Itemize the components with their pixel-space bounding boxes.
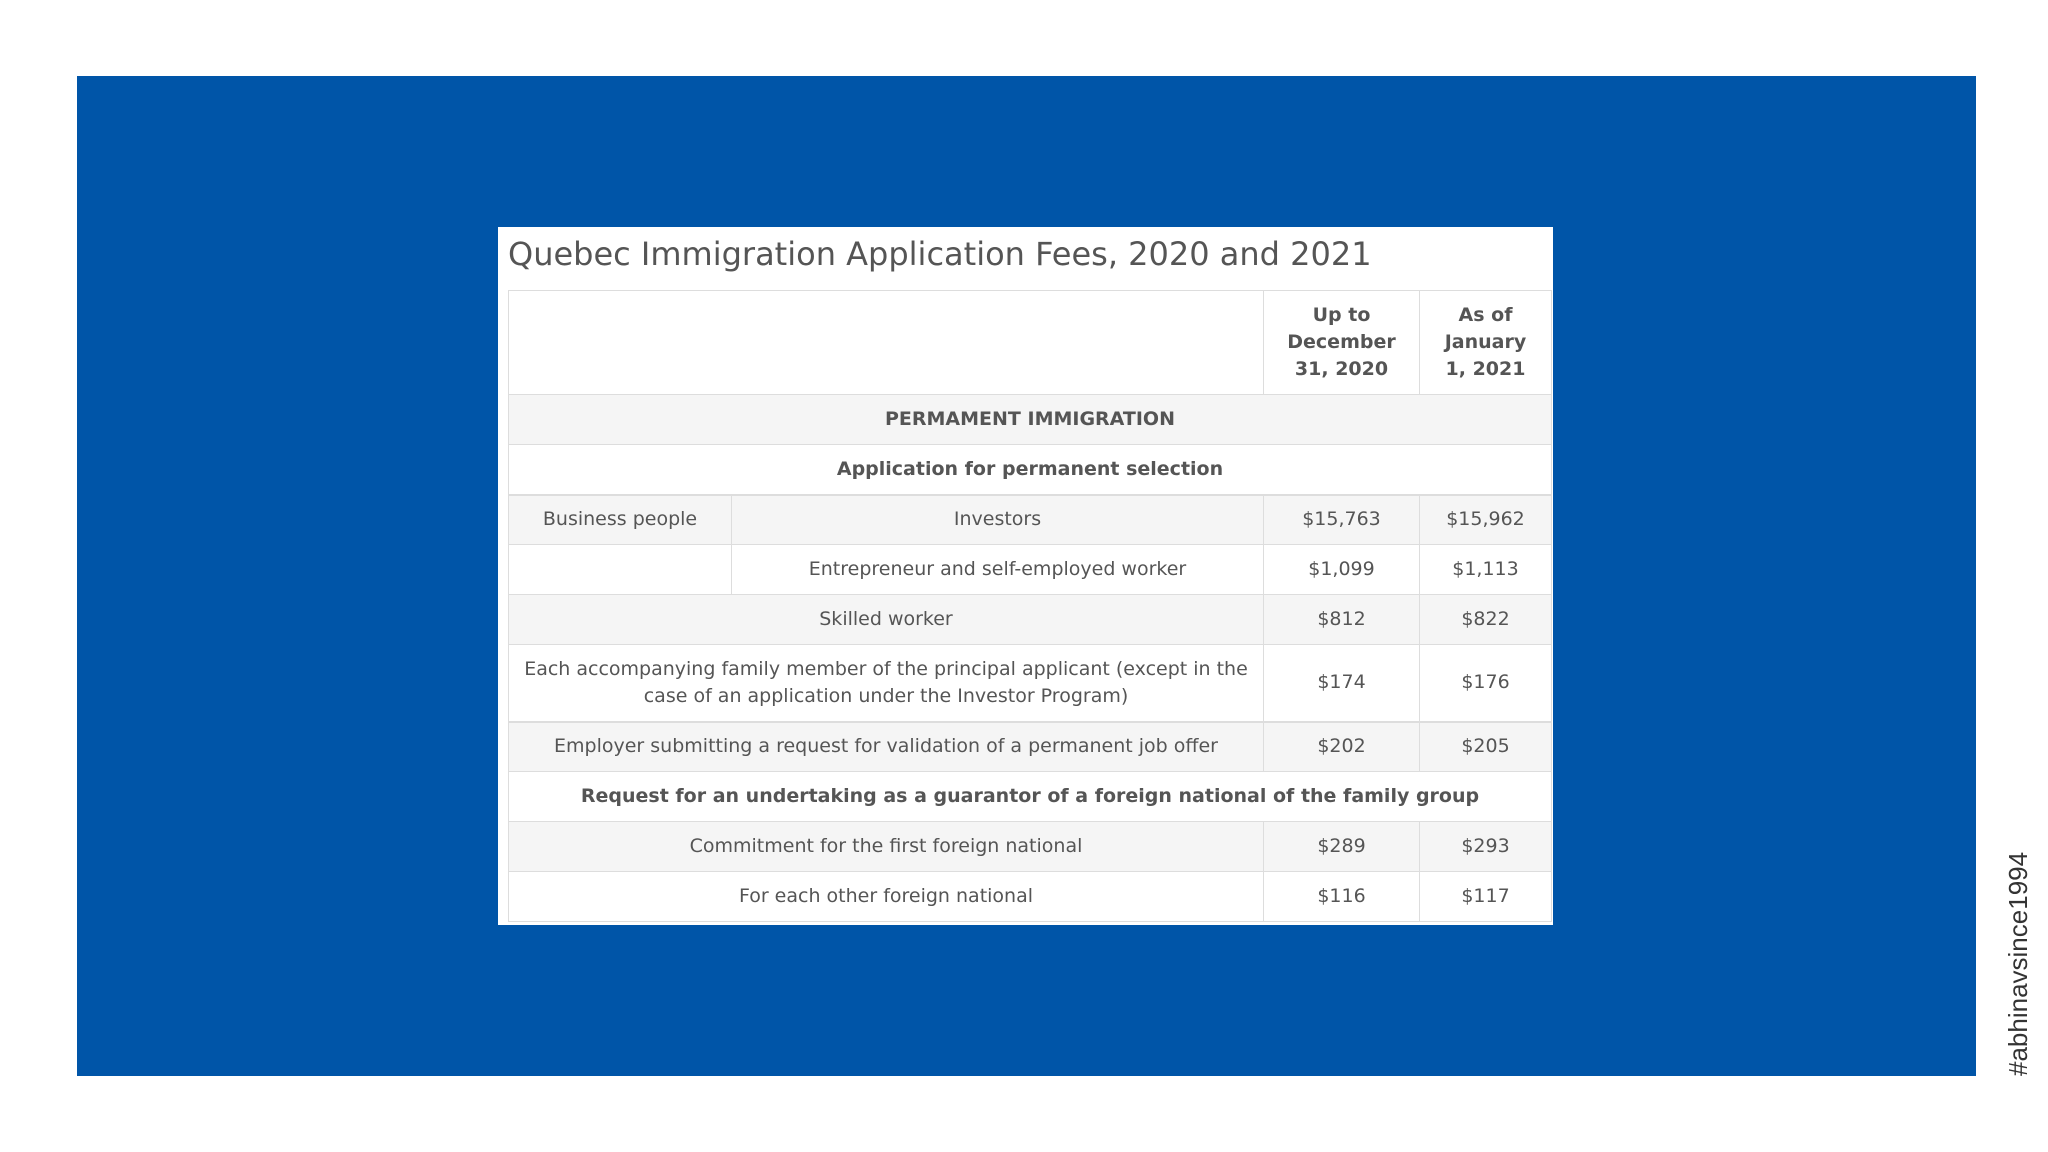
- fee-2021-first-foreign-national: $293: [1420, 822, 1552, 872]
- category-business-people: Business people: [509, 495, 732, 545]
- row-label-family-member: Each accompanying family member of the principal applicant (except in the case of an application under the Investor Program): [509, 645, 1264, 722]
- table-row-first-foreign-national: [509, 822, 1552, 872]
- header-2020: Up to December 31, 2020: [1264, 291, 1420, 395]
- fees-table-card: [498, 227, 1553, 925]
- fee-2020-first-foreign-national: $289: [1264, 822, 1420, 872]
- section-row-permanent-selection: [509, 445, 1552, 495]
- row-label-first-foreign-national: Commitment for the first foreign national: [509, 822, 1264, 872]
- fee-2021-skilled-worker: $822: [1420, 595, 1552, 645]
- table-row-other-foreign-national: [509, 872, 1552, 922]
- table-row-skilled-worker: [509, 595, 1552, 645]
- row-label-skilled-worker: Skilled worker: [509, 595, 1264, 645]
- fee-2021-other-foreign-national: $117: [1420, 872, 1552, 922]
- row-label-entrepreneur: Entrepreneur and self-employed worker: [732, 545, 1264, 595]
- fees-table: [508, 290, 1552, 922]
- table-row-investors: [509, 495, 1552, 545]
- row-label-investors: Investors: [732, 495, 1264, 545]
- section-heading-permanent-selection: Application for permanent selection: [509, 445, 1552, 495]
- section-row-guarantor: [509, 772, 1552, 822]
- fee-2020-investors: $15,763: [1264, 495, 1420, 545]
- fee-2021-employer: $205: [1420, 722, 1552, 772]
- fee-2021-investors: $15,962: [1420, 495, 1552, 545]
- header-empty-cell: [509, 291, 1264, 395]
- fee-2020-employer: $202: [1264, 722, 1420, 772]
- watermark-text: #abhinavsince1994: [2003, 851, 2033, 1076]
- table-title: Quebec Immigration Application Fees, 2020 and 2021: [508, 235, 1372, 273]
- table-row-employer: [509, 722, 1552, 772]
- fee-2020-family-member: $174: [1264, 645, 1420, 722]
- table-header-row: [509, 291, 1552, 395]
- fee-2020-skilled-worker: $812: [1264, 595, 1420, 645]
- category-empty-cell: [509, 545, 732, 595]
- section-heading-permanent-immigration: PERMAMENT IMMIGRATION: [509, 395, 1552, 445]
- header-2021: As of January 1, 2021: [1420, 291, 1552, 395]
- row-label-other-foreign-national: For each other foreign national: [509, 872, 1264, 922]
- fee-2020-entrepreneur: $1,099: [1264, 545, 1420, 595]
- section-row-permanent-immigration: [509, 395, 1552, 445]
- table-row-entrepreneur: [509, 545, 1552, 595]
- row-label-employer: Employer submitting a request for validation of a permanent job offer: [509, 722, 1264, 772]
- fee-2021-entrepreneur: $1,113: [1420, 545, 1552, 595]
- fee-2021-family-member: $176: [1420, 645, 1552, 722]
- section-heading-guarantor: Request for an undertaking as a guarantor of a foreign national of the family group: [509, 772, 1552, 822]
- table-row-family-member: [509, 645, 1552, 722]
- fee-2020-other-foreign-national: $116: [1264, 872, 1420, 922]
